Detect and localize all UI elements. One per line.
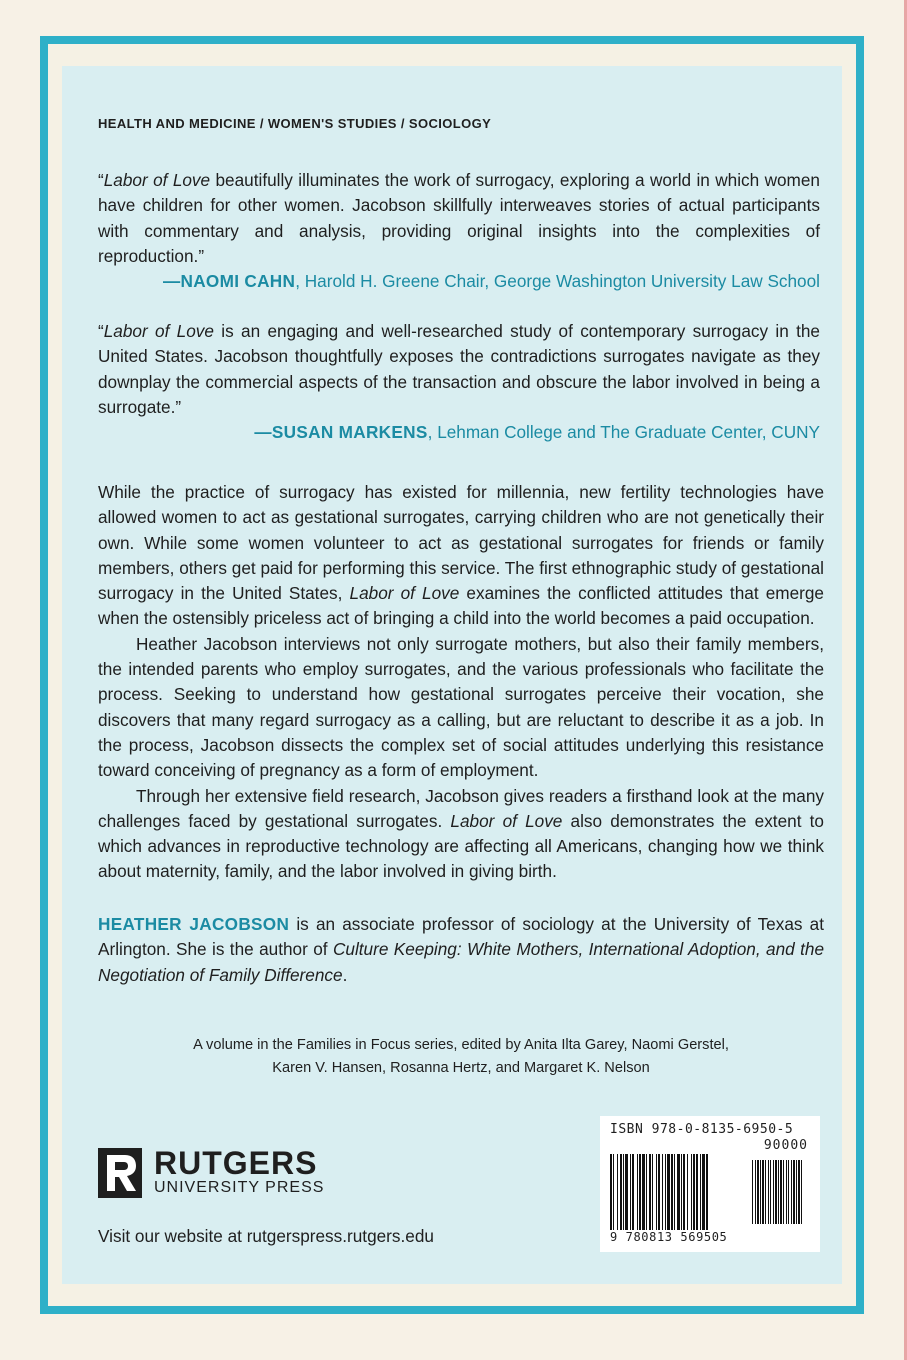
barcode-bar (757, 1160, 759, 1224)
category-label: HEALTH AND MEDICINE / WOMEN'S STUDIES / SOCIOLOGY (98, 116, 492, 131)
description-paragraph: Heather Jacobson interviews not only surrogate mothers, but also their family members, the intended parents who employ surrogates, and the various professionals who facilitate the process. Seeking to understand how gestational surrogates perceive their vocation, she discovers that many regard surrogacy as a calling, but are reluctant to describe it as a job. In the process, Jacobson dissects the complex set of social attitudes underlying this resistance toward conceiving of pregnancy as a form of employment. (98, 633, 824, 781)
barcode-bar (667, 1154, 670, 1230)
barcode-bar (665, 1154, 666, 1230)
barcode-bar (801, 1160, 802, 1224)
description-paragraph: While the practice of surrogacy has existed for millennia, new fertility technologies have allowed women to act as gestational surrogates, carrying children who are not genetically their own. While some women volunteer to act as gestational surrogates for friends or family members, others get paid for performing this service. The first ethnographic study of gestational surrogacy in the United States, Labor of Love examines the conflicted attitudes that emerge when the ostensibly priceless act of bringing a child into the world becomes a paid occupation. (98, 482, 824, 629)
barcode-bar (798, 1160, 800, 1224)
barcode-bar (768, 1160, 769, 1224)
quote-text: “Labor of Love is an engaging and well-researched study of contemporary surrogacy in the United States. Jacobson thoughtfully exposes the contradictions surrogates navigate as they downplay the commercial aspects of the transaction and obscure the labor involved in being a surrogate.” (98, 321, 820, 417)
barcode-bar (625, 1154, 628, 1230)
barcode-bar (702, 1154, 705, 1230)
barcode-bar (775, 1160, 777, 1224)
price-code: 90000 (763, 1138, 808, 1153)
barcode-bar (693, 1154, 695, 1230)
barcode-bar (671, 1154, 673, 1230)
barcode-bar (791, 1160, 792, 1224)
back-cover-panel (62, 66, 842, 1284)
barcode-bar (780, 1160, 782, 1224)
book-description (98, 480, 824, 885)
barcode-bar (652, 1154, 653, 1230)
barcode-bar (752, 1160, 753, 1224)
barcode-bar (687, 1154, 688, 1230)
barcode-bar (773, 1160, 774, 1224)
barcode-bar (700, 1154, 701, 1230)
barcode-bar (770, 1160, 771, 1224)
review-quote (98, 319, 820, 445)
barcode-bar (674, 1154, 675, 1230)
barcode-bar (620, 1154, 622, 1230)
barcode-bar (793, 1160, 795, 1224)
cover-inner-border (48, 44, 856, 1306)
barcode-bar (630, 1154, 631, 1230)
publisher-website: Visit our website at rutgerspress.rutgers.edu (98, 1226, 434, 1246)
quote-attribution: —NAOMI CAHN, Harold H. Greene Chair, George Washington University Law School (163, 271, 820, 292)
author-bio: HEATHER JACOBSON is an associate professor of sociology at the University of Texas at Arlington. She is the author of Culture Keeping: White Mothers, International Adoption, and the Negotiation of Family Difference. (98, 914, 825, 985)
review-quote (98, 168, 820, 294)
book-title: Labor of Love (103, 321, 214, 341)
barcode-bar (649, 1154, 651, 1230)
barcode-bar (656, 1154, 657, 1230)
barcode-bars (610, 1154, 810, 1230)
barcode-bar (796, 1160, 797, 1224)
barcode-bar (646, 1154, 647, 1230)
reviewer-name: —SUSAN MARKENS (254, 422, 428, 443)
barcode-bar (788, 1160, 789, 1224)
barcode-bar (642, 1154, 645, 1230)
barcode-bar (765, 1160, 766, 1224)
barcode-bar (706, 1154, 708, 1230)
barcode-bar (637, 1154, 638, 1230)
barcode-bar (691, 1154, 692, 1230)
barcode-bar (617, 1154, 618, 1230)
barcode-bar (613, 1154, 614, 1230)
book-title: Labor of Love (103, 170, 211, 190)
publisher-logo (98, 1145, 325, 1198)
barcode-digits: 9 780813 569505 (610, 1230, 728, 1244)
barcode-bar (696, 1154, 698, 1230)
publisher-subname: UNIVERSITY PRESS (154, 1179, 325, 1196)
barcode-bar (662, 1154, 663, 1230)
barcode-bar (778, 1160, 779, 1224)
barcode-bar (632, 1154, 634, 1230)
barcode-bar (762, 1160, 764, 1224)
quote-attribution: —SUSAN MARKENS, Lehman College and The Graduate Center, CUNY (254, 422, 820, 443)
author-name: HEATHER JACOBSON (98, 914, 290, 934)
isbn-barcode (600, 1116, 820, 1252)
barcode-bar (786, 1160, 787, 1224)
barcode-bar (683, 1154, 685, 1230)
barcode-bar (623, 1154, 624, 1230)
cover-frame (40, 36, 864, 1314)
reviewer-name: —NAOMI CAHN (163, 271, 296, 292)
barcode-bar (760, 1160, 761, 1224)
publisher-name: RUTGERS (154, 1145, 318, 1181)
author-other-book: Culture Keeping: White Mothers, International Adoption, and the Negotiation of Family Difference (98, 939, 825, 985)
barcode-bar (681, 1154, 682, 1230)
barcode-bar (639, 1154, 641, 1230)
barcode-bar (783, 1160, 784, 1224)
barcode-bar (755, 1160, 756, 1224)
description-paragraph: Through her extensive field research, Jacobson gives readers a firsthand look at the many challenges faced by gestational surrogates. Labor of Love also demonstrates the extent to which advances in reproductive technology are affecting all Americans, changing how we think about maternity, family, and the labor involved in giving birth. (98, 785, 824, 882)
barcode-bar (677, 1154, 680, 1230)
barcode-bar (610, 1154, 612, 1230)
barcode-bar (658, 1154, 660, 1230)
series-note: A volume in the Families in Focus series, edited by Anita Ilta Garey, Naomi Gerstel, Karen V. Hansen, Rosanna Hertz, and Margaret K. Nelson (193, 1037, 729, 1076)
quote-text: “Labor of Love beautifully illuminates the work of surrogacy, exploring a world in which women have children for other women. Jacobson skillfully interweaves stories of actual participants with commentary and analysis, providing original insights into the complexities of reproduction.” (98, 170, 820, 266)
rutgers-r-icon (98, 1148, 142, 1198)
isbn-number: ISBN 978-0-8135-6950-5 (610, 1122, 794, 1137)
